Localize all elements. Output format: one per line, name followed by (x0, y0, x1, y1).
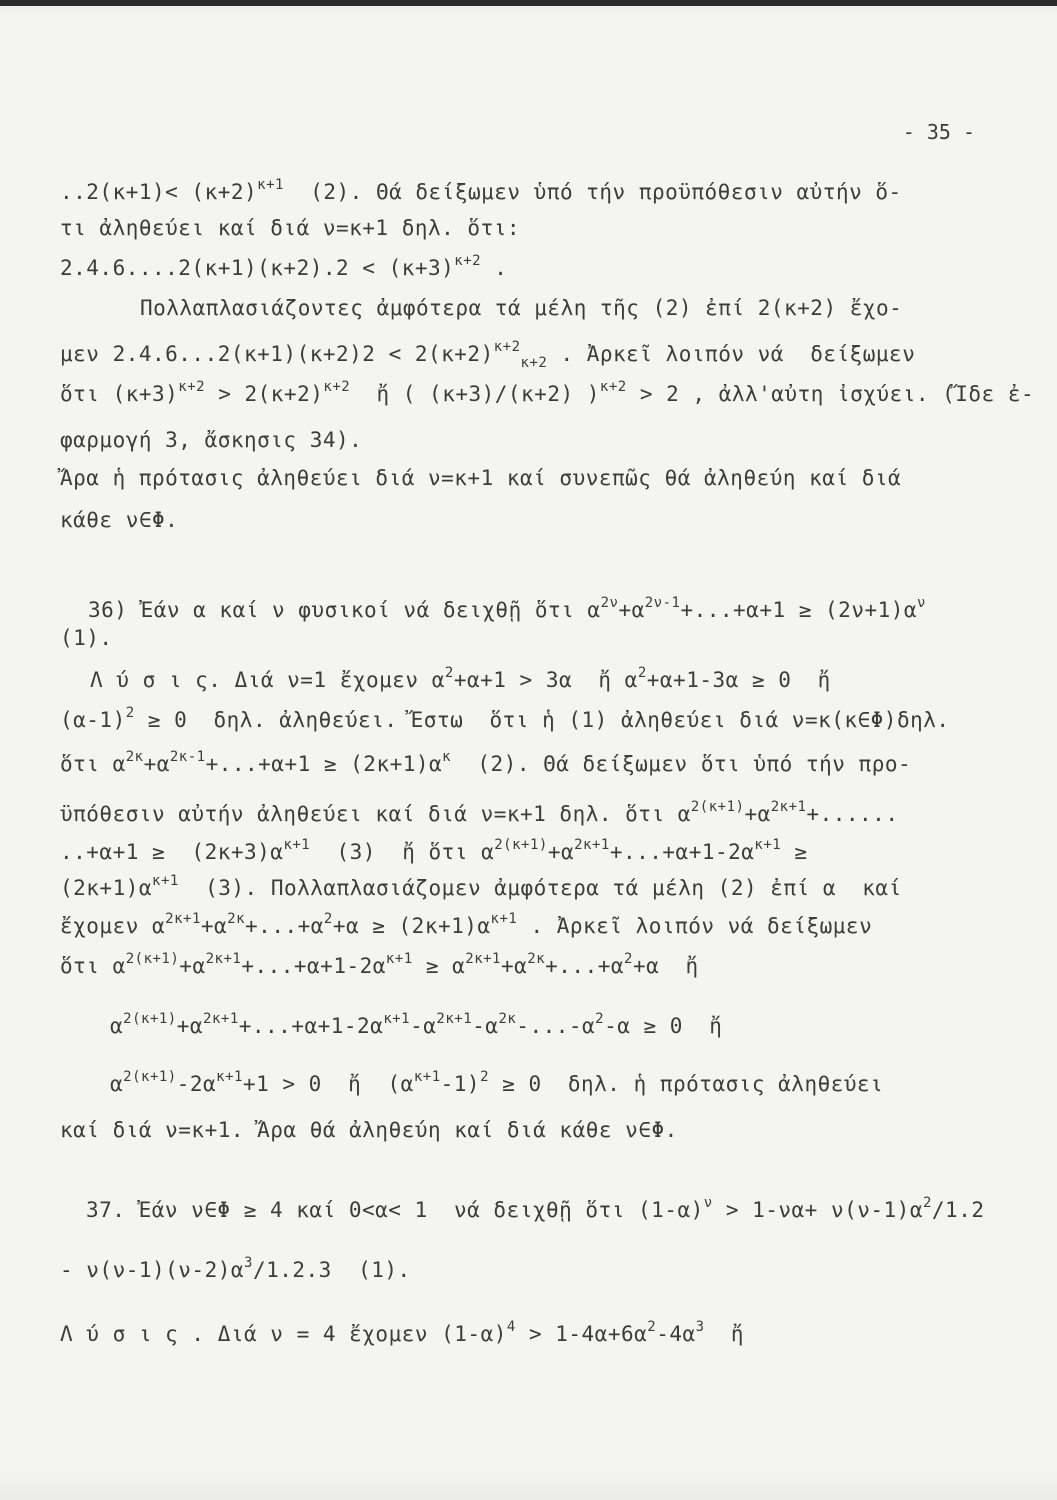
exponent: 2 (323, 911, 333, 927)
exponent: 2κ (125, 749, 144, 765)
exponent: 2κ (227, 911, 246, 927)
scan-top-edge (0, 0, 1057, 6)
exponent: 2κ+1 (203, 1011, 239, 1027)
text-line: Ἄρα ἡ πρότασις ἀληθεύει διά ν=κ+1 καί συνεπῶς θά ἀληθεύη καί διά (60, 466, 902, 490)
text-line: ἔχομεν $\alpha^{2\kappa+1}+\alpha^{2\kappa}+...+\alpha^2+\alpha \ge (2\kappa+1)\alpha^{\kappa+1}$ . Ἀρκεῖ λοιπόν νά δείξωμεν (60, 911, 873, 938)
exponent: κ+1 (383, 1011, 411, 1027)
exponent: ν (917, 595, 926, 611)
exponent: 2 (595, 1011, 605, 1027)
text-line: ὅτι $(\kappa+3)^{\kappa+2} > 2(\kappa+2)^{\kappa+2}$ ἤ ( (κ+3)/(κ+2) )$^{\kappa+2}$ > 2 , ἀλλ'αὐτη ἰσχύει. (Ἴδε ἐ- (60, 379, 1035, 406)
exponent: κ+1 (413, 1069, 441, 1085)
text-line: Λ ύ σ ι ς. Διά ν=1 ἔχομεν $\alpha^2+\alpha+1 > 3\alpha$ ἤ $\alpha^2+\alpha+1-3\alpha \ge 0$ ἤ (90, 665, 831, 692)
text-line: καί διά ν=κ+1. Ἄρα θά ἀληθεύη καί διά κάθε ν∈Φ. (60, 1118, 678, 1142)
text-line: $\alpha^{2(\kappa+1)}-2\alpha^{\kappa+1}+1 > 0$ ἤ $(\alpha^{\kappa+1}-1)^2 \ge 0$ δηλ. ἡ πρότασις ἀληθεύει (110, 1069, 884, 1096)
exponent: κ+1 (152, 873, 179, 889)
exponent: ν (703, 1195, 713, 1211)
exponent: 2κ (527, 951, 546, 967)
exponent: 2(κ+1) (494, 837, 548, 853)
exponent: 2 (480, 1069, 490, 1085)
text-line: - $\nu(\nu-1)(\nu-2)\alpha^3/1.2.3$ (1). (60, 1255, 411, 1282)
exponent: 2 (647, 1319, 657, 1335)
page-number: - 35 - (902, 120, 975, 144)
exponent: 2(κ+1) (690, 799, 745, 815)
text-line: $..+\alpha+1 \ge (2\kappa+3)\alpha^{\kappa+1}$ (3) ἤ ὅτι $\alpha^{2(\kappa+1)}+\alpha^{2\kappa+1}+...+\alpha+1-2\alpha^{\kappa+1}$ ≥ (60, 837, 808, 864)
exponent: κ (442, 749, 452, 765)
exponent: 2κ+1 (205, 951, 242, 967)
exponent: 2κ+1 (465, 951, 501, 967)
exponent: 2(κ+1) (123, 1069, 177, 1085)
exponent: κ+2 (454, 253, 482, 269)
text-line: μεν $2.4.6...2(\kappa+1)(\kappa+2)2 < 2(\kappa+2)^{\kappa+2}_{\kappa+2}$ . Ἀρκεῖ λοιπόν νά δείξωμεν (60, 339, 916, 371)
text-line: 37. Ἐάν ν∈Φ ≥ 4 καί 0<α< 1 νά δειχθῇ ὅτι $(1-\alpha)^\nu > 1-\nu\alpha+ \nu(\nu-1)\alpha^2/1.2$ (86, 1195, 985, 1222)
exponent: 2 (444, 665, 454, 681)
text-line: $2.4.6....2(\kappa+1)(\kappa+2).2 < (\kappa+3)^{\kappa+2}$ . (60, 253, 508, 280)
text-line: 36) Ἐάν α καί ν φυσικοί νά δειχθῇ ὅτι $\alpha^{2\nu}+\alpha^{2\nu-1}+...+\alpha+1 \ge (2\nu+1)\alpha^\nu$ (88, 595, 926, 622)
exponent: κ+1 (283, 837, 311, 853)
exponent: κ+2 (493, 339, 521, 355)
exponent: 2κ (498, 1011, 517, 1027)
text-line: $(\alpha-1)^2 \ge 0$ δηλ. ἀληθεύει. Ἔστω ὅτι ἡ (1) ἀληθεύει διά ν=κ(κ∈Φ)δηλ. (60, 705, 950, 732)
exponent: 2κ-1 (169, 749, 206, 765)
exponent: κ+2 (178, 379, 206, 395)
exponent: 2ν (600, 595, 619, 611)
text-line: $(2\kappa+1)\alpha^{\kappa+1}$ (3). Πολλαπλασιάζομεν ἀμφότερα τά μέλη (2) ἐπί α καί (60, 873, 902, 900)
exponent: κ+2 (323, 379, 351, 395)
exponent: 2(κ+1) (125, 951, 180, 967)
exponent: κ+1 (754, 837, 782, 853)
text-line: $\alpha^{2(\kappa+1)}+\alpha^{2\kappa+1}+...+\alpha+1-2\alpha^{\kappa+1}-\alpha^{2\kappa+1}-\alpha^{2\kappa}-...-\alpha^2-\alpha \ge 0$ ἤ (110, 1011, 723, 1038)
text-line: $..2(\kappa+1)< (\kappa+2)^{\kappa+1}$ (2). Θά δείξωμεν ὑπό τήν προϋπόθεσιν αὐτήν ὅ- (60, 177, 902, 204)
exponent: 2κ+1 (165, 911, 201, 927)
exponent: κ+1 (490, 911, 518, 927)
exponent: 2κ+1 (770, 799, 807, 815)
exponent: κ+1 (216, 1069, 243, 1085)
text-line: ὅτι $\alpha^{2(\kappa+1)}+\alpha^{2\kappa+1}+...+\alpha+1-2\alpha^{\kappa+1} \ge \alpha^{2\kappa+1}+\alpha^{2\kappa}+...+\alpha^2+\alpha$ ἤ (60, 951, 699, 978)
text-line: τι ἀληθεύει καί διά ν=κ+1 δηλ. ὅτι: (60, 216, 521, 240)
text-line: Λ ύ σ ι ς . Διά ν = 4 ἔχομεν $(1-\alpha)^4 > 1-4\alpha+6\alpha^2-4\alpha^3$ ἤ (60, 1319, 744, 1346)
exponent: 2 (624, 951, 633, 967)
text-line: φαρμογή 3, ἄσκησις 34). (60, 428, 363, 452)
exponent: 2 (637, 665, 647, 681)
exponent: 3 (244, 1255, 253, 1271)
exponent: 3 (695, 1319, 705, 1335)
exponent: 2κ+1 (436, 1011, 473, 1027)
exponent: 2ν-1 (644, 595, 681, 611)
text-line: Πολλαπλασιάζοντες ἀμφότερα τά μέλη τῆς (2) ἐπί 2(κ+2) ἔχο- (140, 296, 903, 320)
exponent: 4 (506, 1319, 516, 1335)
exponent: 2(κ+1) (123, 1011, 177, 1027)
exponent: 2 (125, 705, 135, 721)
text-line: ϋπόθεσιν αὐτήν ἀληθεύει καί διά ν=κ+1 δηλ. ὅτι $\alpha^{2(\kappa+1)}+\alpha^{2\kappa+1}+$...... (60, 799, 899, 826)
text-line: ὅτι $\alpha^{2\kappa}+\alpha^{2\kappa-1}+...+\alpha+1 \ge (2\kappa+1)\alpha^\kappa$ (2). Θά δείξωμεν ὅτι ὑπό τήν προ- (60, 749, 912, 776)
text-line: (1). (60, 626, 113, 650)
exponent: κ+1 (257, 177, 284, 193)
exponent: 2κ+1 (574, 837, 610, 853)
exponent: 2 (922, 1195, 932, 1211)
exponent: κ+1 (385, 951, 413, 967)
subscript: κ+2 (520, 355, 548, 371)
text-line: κάθε ν∈Φ. (60, 508, 179, 532)
exponent: κ+2 (599, 379, 627, 395)
